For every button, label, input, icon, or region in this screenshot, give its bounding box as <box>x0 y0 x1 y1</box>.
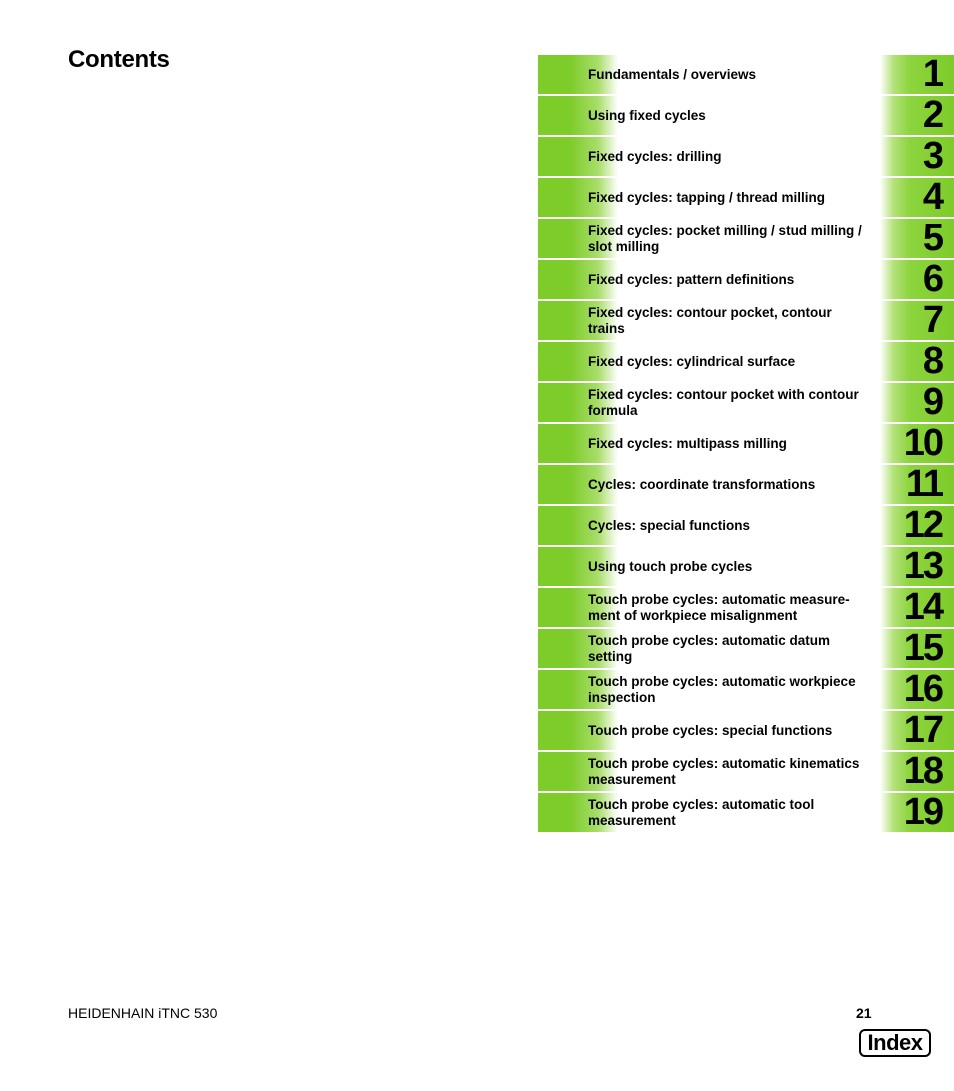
toc-row-14[interactable] <box>538 588 954 629</box>
chapter-tab[interactable] <box>880 506 954 545</box>
chapter-number: 3 <box>922 135 942 177</box>
chapter-title[interactable]: Fixed cycles: pocket milling / stud milling / slot milling <box>588 222 862 254</box>
chapter-tab[interactable] <box>880 752 954 791</box>
chapter-tab[interactable] <box>880 55 954 94</box>
index-button[interactable]: Index <box>859 1029 931 1057</box>
chapter-number: 14 <box>903 586 942 628</box>
chapter-number: 10 <box>903 422 942 464</box>
page-title: Contents <box>68 46 170 73</box>
toc-row-12[interactable] <box>538 506 954 547</box>
chapter-tab[interactable] <box>880 547 954 586</box>
chapter-title[interactable]: Cycles: special functions <box>588 517 751 533</box>
chapter-number: 17 <box>903 709 942 751</box>
toc-row-3[interactable] <box>538 137 954 178</box>
toc-row-17[interactable] <box>538 711 954 752</box>
chapter-tab[interactable] <box>880 588 954 627</box>
chapter-tab[interactable] <box>880 342 954 381</box>
toc-row-5[interactable] <box>538 219 954 260</box>
chapter-number: 8 <box>922 340 942 382</box>
chapter-number: 12 <box>903 504 942 546</box>
chapter-title[interactable]: Using fixed cycles <box>588 107 706 123</box>
chapter-title[interactable]: Touch probe cycles: automatic kinematics measurement <box>588 755 860 787</box>
chapter-title[interactable]: Touch probe cycles: automatic datum setting <box>588 632 831 664</box>
chapter-number: 19 <box>903 791 942 833</box>
chapter-number: 11 <box>905 463 942 505</box>
chapter-tab[interactable] <box>880 465 954 504</box>
chapter-tab[interactable] <box>880 629 954 668</box>
chapter-number: 16 <box>903 668 942 710</box>
toc-row-11[interactable] <box>538 465 954 506</box>
chapter-title[interactable]: Fixed cycles: contour pocket with contour formula <box>588 386 859 418</box>
chapter-title[interactable]: Touch probe cycles: automatic tool measurement <box>588 796 815 828</box>
chapter-title[interactable]: Touch probe cycles: automatic workpiece inspection <box>588 673 856 705</box>
toc-row-16[interactable] <box>538 670 954 711</box>
table-of-contents <box>538 55 954 834</box>
chapter-number: 2 <box>922 94 942 136</box>
toc-row-1[interactable] <box>538 55 954 96</box>
chapter-title[interactable]: Touch probe cycles: special functions <box>588 722 833 738</box>
chapter-number: 1 <box>922 53 942 95</box>
chapter-title[interactable]: Fixed cycles: multipass milling <box>588 435 787 451</box>
toc-row-13[interactable] <box>538 547 954 588</box>
chapter-tab[interactable] <box>880 96 954 135</box>
chapter-number: 9 <box>922 381 942 423</box>
chapter-title[interactable]: Fixed cycles: drilling <box>588 148 722 164</box>
chapter-tab[interactable] <box>880 424 954 463</box>
chapter-title[interactable]: Fundamentals / overviews <box>588 66 757 82</box>
chapter-number: 6 <box>922 258 942 300</box>
chapter-number: 13 <box>903 545 942 587</box>
toc-row-9[interactable] <box>538 383 954 424</box>
chapter-tab[interactable] <box>880 137 954 176</box>
chapter-number: 5 <box>922 217 942 259</box>
footer-page-number: 21 <box>856 1005 872 1021</box>
chapter-number: 7 <box>922 299 942 341</box>
footer-product-name: HEIDENHAIN iTNC 530 <box>68 1005 218 1021</box>
toc-row-15[interactable] <box>538 629 954 670</box>
chapter-title[interactable]: Using touch probe cycles <box>588 558 753 574</box>
toc-row-10[interactable] <box>538 424 954 465</box>
toc-row-19[interactable] <box>538 793 954 834</box>
chapter-tab[interactable] <box>880 793 954 832</box>
toc-row-2[interactable] <box>538 96 954 137</box>
chapter-title[interactable]: Cycles: coordinate transformations <box>588 476 816 492</box>
chapter-title[interactable]: Fixed cycles: pattern definitions <box>588 271 795 287</box>
chapter-tab[interactable] <box>880 711 954 750</box>
toc-row-7[interactable] <box>538 301 954 342</box>
toc-row-4[interactable] <box>538 178 954 219</box>
chapter-title[interactable]: Fixed cycles: cylindrical surface <box>588 353 796 369</box>
chapter-tab[interactable] <box>880 301 954 340</box>
chapter-tab[interactable] <box>880 178 954 217</box>
chapter-number: 4 <box>922 176 942 218</box>
chapter-tab[interactable] <box>880 383 954 422</box>
toc-row-8[interactable] <box>538 342 954 383</box>
chapter-title[interactable]: Touch probe cycles: automatic measure-ment of workpiece misalignment <box>588 591 850 623</box>
chapter-tab[interactable] <box>880 219 954 258</box>
chapter-tab[interactable] <box>880 670 954 709</box>
chapter-title[interactable]: Fixed cycles: tapping / thread milling <box>588 189 826 205</box>
toc-row-6[interactable] <box>538 260 954 301</box>
chapter-tab[interactable] <box>880 260 954 299</box>
chapter-number: 18 <box>903 750 942 792</box>
toc-row-18[interactable] <box>538 752 954 793</box>
chapter-title[interactable]: Fixed cycles: contour pocket, contour trains <box>588 304 832 336</box>
chapter-number: 15 <box>903 627 942 669</box>
